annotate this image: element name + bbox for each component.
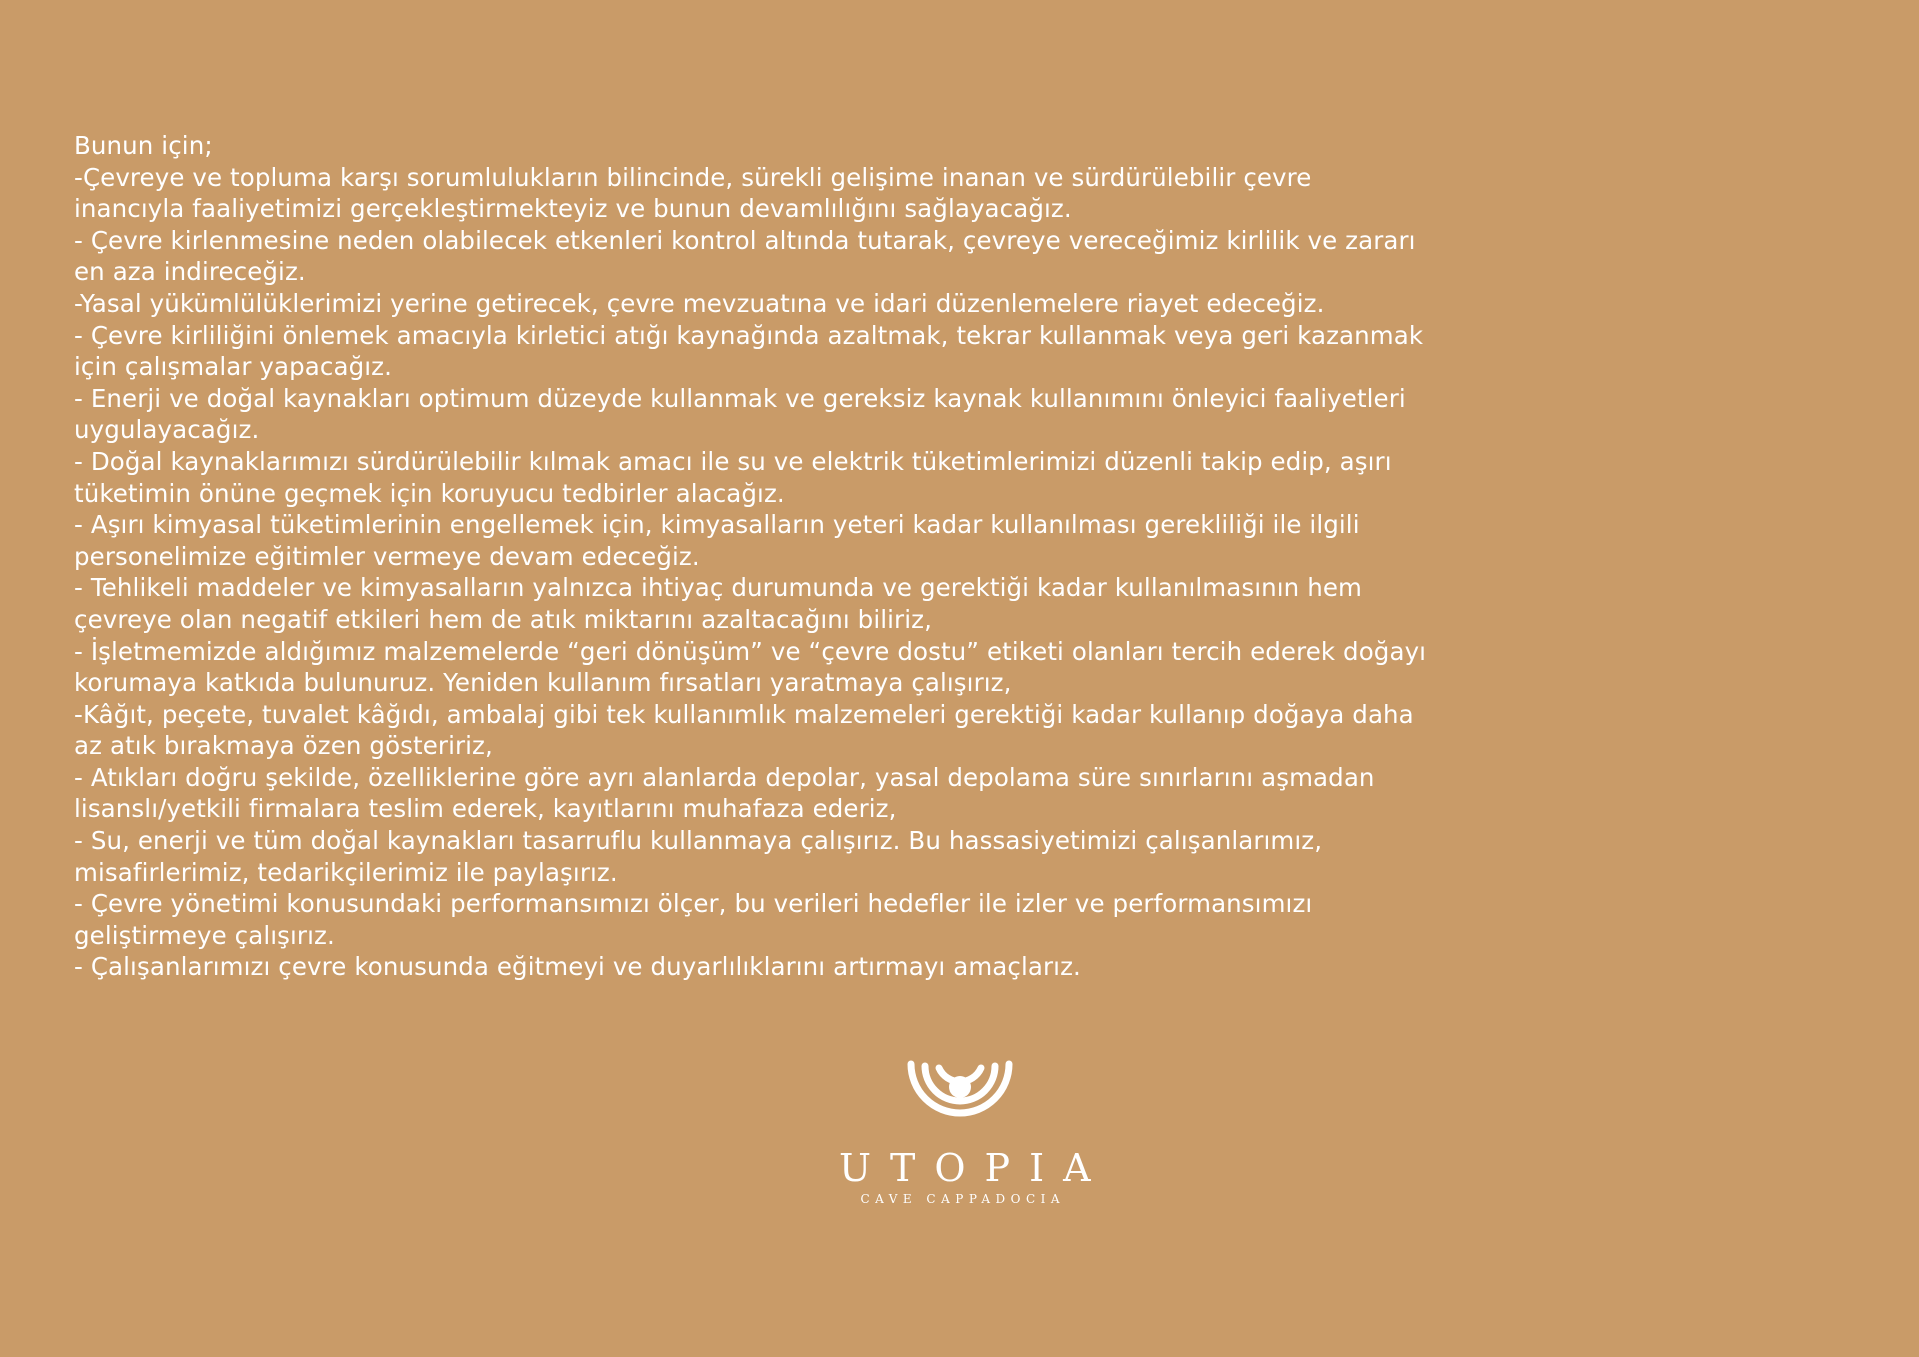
environmental-policy-text: Bunun için; -Çevreye ve topluma karşı sorumlulukların bilincinde, sürekli gelişime inanan ve sürdürülebilir çevre inancıyla faaliyetimizi gerçekleştirmekteyiz ve bunun devamlılığını sağlayacağız. - Çevre kirlenmesine neden olabilecek etkenleri kontrol altında tutarak, çevreye vereceğimiz kirlilik ve zararı en aza indireceğiz. -Yasal yükümlülüklerimizi yerine getirecek, çevre mevzuatına ve idari düzenlemelere riayet edeceğiz. - Çevre kirliliğini önlemek amacıyla kirletici atığı kaynağında azaltmak, tekrar kullanmak veya geri kazanmak için çalışmalar yapacağız. - Enerji ve doğal kaynakları optimum düzeyde kullanmak ve gereksiz kaynak kullanımını önleyici faaliyetleri uygulayacağız. - Doğal kaynaklarımızı sürdürülebilir kılmak amacı ile su ve elektrik tüketimlerimizi düzenli takip edip, aşırı tüketimin önüne geçmek için koruyucu tedbirler alacağız. - Aşırı kimyasal tüketimlerinin engellemek için, kimyasalların yeteri kadar kullanılması gerekliliği ile ilgili personelimize eğitimler vermeye devam edeceğiz. - Tehlikeli maddeler ve kimyasalların yalnızca ihtiyaç durumunda ve gerektiği kadar kullanılmasının hem çevreye olan negatif etkileri hem de atık miktarını azaltacağını biliriz, - İşletmemizde aldığımız malzemelerde “geri dönüşüm” ve “çevre dostu” etiketi olanları tercih ederek doğayı korumaya katkıda bulunuruz. Yeniden kullanım fırsatları yaratmaya çalışırız, -Kâğıt, peçete, tuvalet kâğıdı, ambalaj gibi tek kullanımlık malzemeleri gerektiği kadar kullanıp doğaya daha az atık bırakmaya özen gösteririz, - Atıkları doğru şekilde, özelliklerine göre ayrı alanlarda depolar, yasal depolama süre sınırlarını aşmadan lisanslı/yetkili firmalara teslim ederek, kayıtlarını muhafaza ederiz, - Su, enerji ve tüm doğal kaynakları tasarruflu kullanmaya çalışırız. Bu hassasiyetimizi çalışanlarımız, misafirlerimiz, tedarikçilerimiz ile paylaşırız. - Çevre yönetimi konusundaki performansımızı ölçer, bu verileri hedefler ile izler ve performansımızı geliştirmeye çalışırız. - Çalışanlarımızı çevre konusunda eğitmeyi ve duyarlılıklarını artırmayı amaçlarız. bbox=[74, 131, 1427, 982]
utopia-arc-logo-icon bbox=[905, 1060, 1015, 1150]
brand-subtitle: CAVE CAPPADOCIA bbox=[860, 1192, 1066, 1206]
brand-name: UTOPIA bbox=[839, 1146, 1110, 1190]
brand-logo bbox=[820, 1060, 1110, 1220]
